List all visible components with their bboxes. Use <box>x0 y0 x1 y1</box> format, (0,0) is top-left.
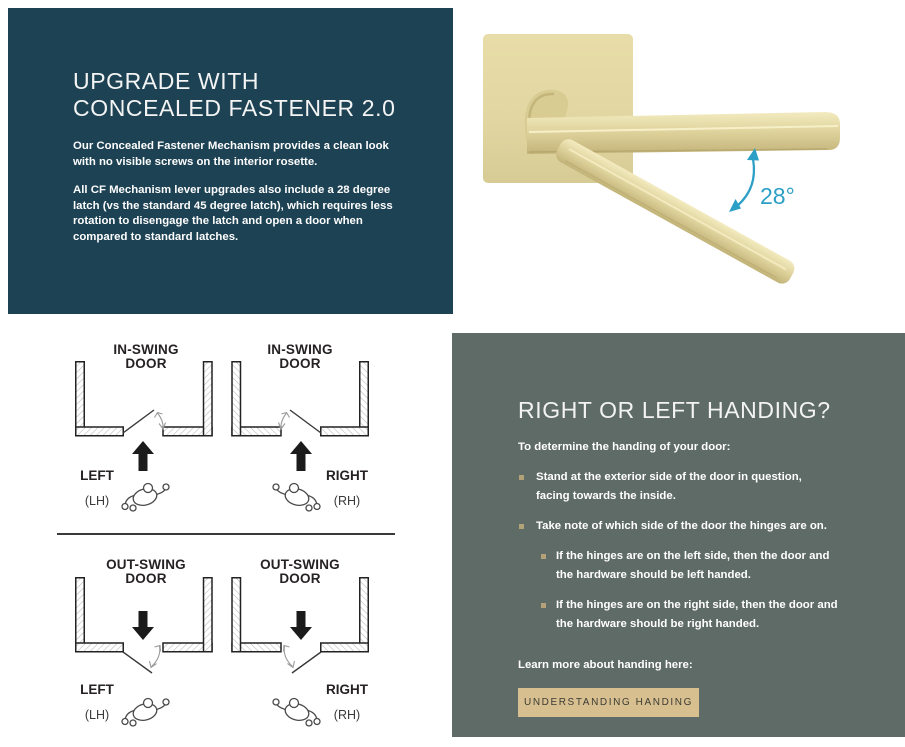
bullet-hinge-side: Take note of which side of the door the hinges are on. If the hinges are on the left side, then the door and the hardware should be left handed. If the hinges are on the right side, then the door and the hardware should be right handed. <box>518 517 838 634</box>
learn-more-text: Learn more about handing here: <box>518 659 693 671</box>
angle-label: 28° <box>760 183 795 209</box>
upgrade-paragraph-2: All CF Mechanism lever upgrades also include a 28 degree latch (vs the standard 45 degree latch), which requires less rotation to disengage the latch and open a door when compared to standard latches. <box>73 184 393 243</box>
diagram-outswing-left <box>69 558 223 747</box>
person-icon <box>120 694 170 732</box>
diagram-outswing-right <box>223 558 377 747</box>
handing-diagrams-panel <box>0 314 452 747</box>
door-lever-image <box>453 0 905 314</box>
diagram-title: OUT-SWING DOOR <box>106 557 186 586</box>
lever-figure <box>453 0 905 314</box>
diagram-inswing-right <box>223 343 377 573</box>
door-swing-graphic <box>229 577 369 677</box>
understanding-handing-button[interactable]: UNDERSTANDING HANDING <box>518 688 699 717</box>
diagram-title: IN-SWING DOOR <box>267 342 333 371</box>
hinge-sub-list <box>540 547 838 634</box>
handing-label: RIGHT (RH) <box>326 682 368 722</box>
sub-bullet-right-hinges: If the hinges are on the right side, then the door and the hardware should be right handed. <box>540 596 838 634</box>
door-swing-graphic <box>75 361 215 473</box>
handing-bullet-list <box>518 468 847 634</box>
person-icon <box>272 694 322 732</box>
upgrade-paragraph-1: Our Concealed Fastener Mechanism provides a clean look with no visible screws on the interior rosette. <box>73 140 389 168</box>
handing-label: RIGHT (RH) <box>326 468 368 508</box>
diagram-inswing-left <box>69 343 223 573</box>
upgrade-heading: UPGRADE WITH CONCEALED FASTENER 2.0 <box>73 68 396 121</box>
diagram-title: IN-SWING DOOR <box>113 342 179 371</box>
diagram-divider <box>57 533 395 535</box>
handing-label: LEFT (LH) <box>80 468 114 508</box>
lever-rotated-position <box>553 136 798 287</box>
upgrade-panel <box>8 8 453 314</box>
bullet-stand-exterior: Stand at the exterior side of the door in question, facing towards the inside. <box>518 468 838 506</box>
handing-heading: RIGHT OR LEFT HANDING? <box>518 397 831 423</box>
handing-label: LEFT (LH) <box>80 682 114 722</box>
handing-panel <box>452 333 905 737</box>
sub-bullet-left-hinges: If the hinges are on the left side, then the door and the hardware should be left handed. <box>540 547 838 585</box>
person-icon <box>120 479 170 517</box>
door-swing-graphic <box>229 361 369 473</box>
diagram-title: OUT-SWING DOOR <box>260 557 340 586</box>
person-icon <box>272 479 322 517</box>
door-swing-graphic <box>75 577 215 677</box>
handing-intro: To determine the handing of your door: <box>518 441 731 453</box>
rotation-arrow-icon <box>729 148 759 212</box>
